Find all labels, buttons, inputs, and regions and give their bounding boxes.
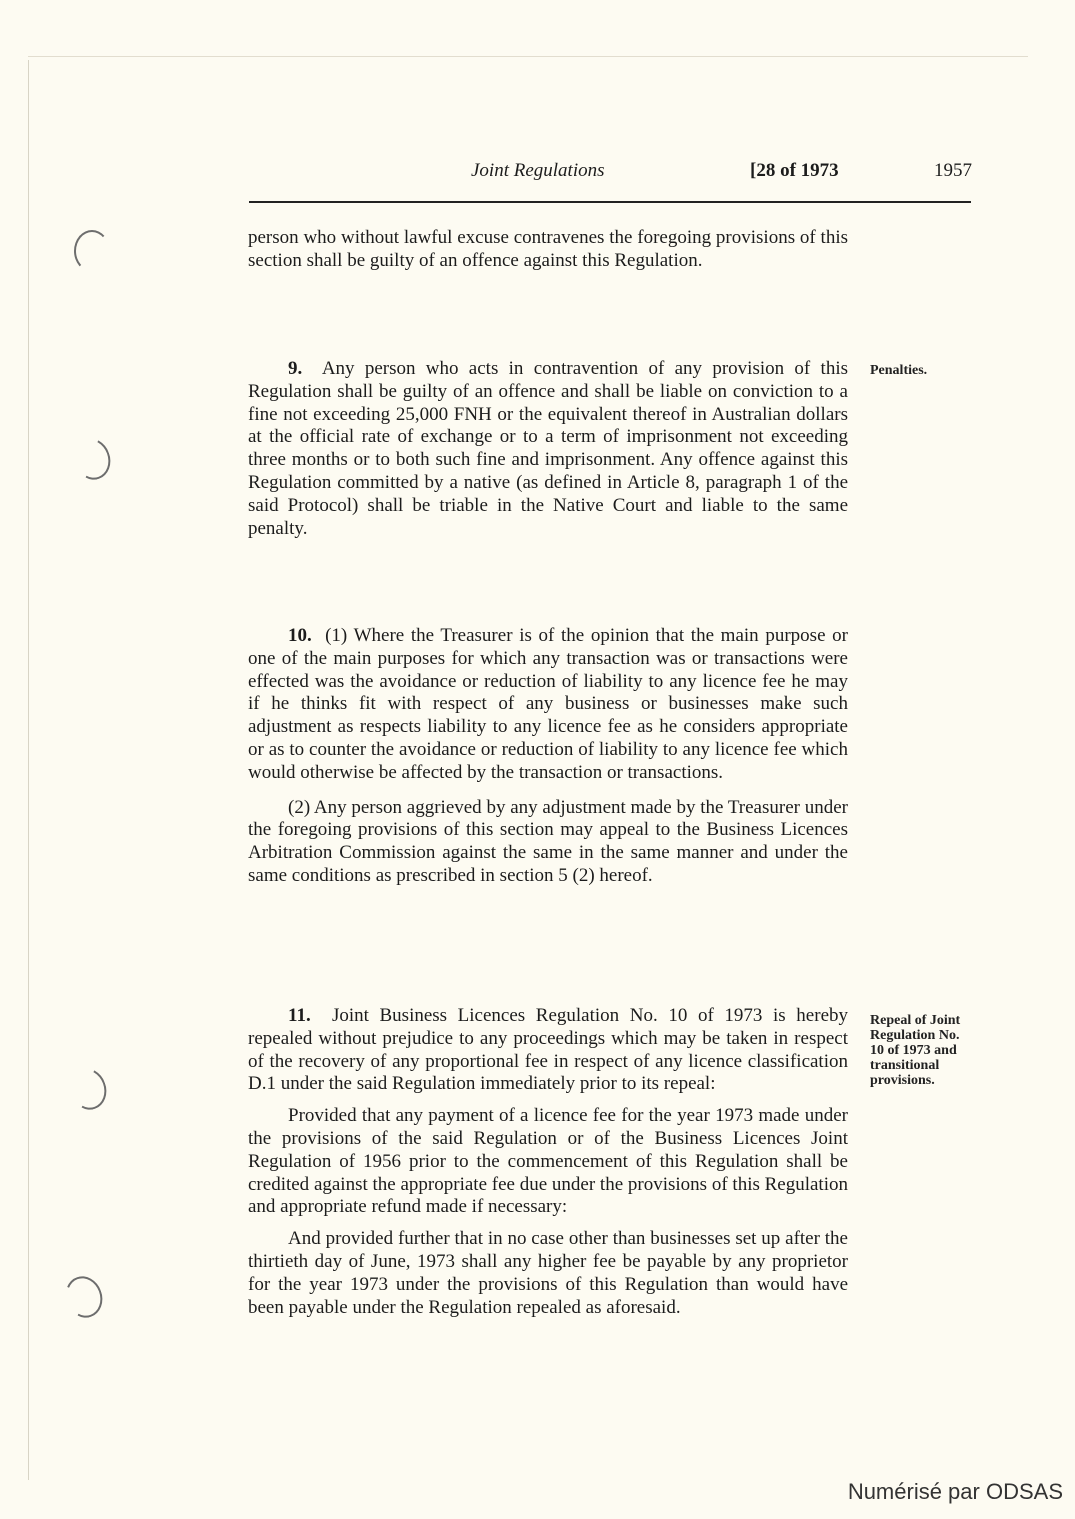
section-10 — [248, 625, 848, 888]
continuation-paragraph — [248, 227, 848, 273]
punch-hole-icon — [60, 1271, 108, 1323]
section-11-proviso-2: And provided further that in no case other than businesses set up after the thirtieth day of June, 1973 shall any higher fee be payable by any proprietor for the year 1973 under the provisions of this Regulation than would have been payable under the Regulation repealed as aforesaid. — [248, 1228, 848, 1318]
section-11-proviso-1: Provided that any payment of a licence fee for the year 1973 made under the provisions of the said Regulation or of the Business Licences Joint Regulation of 1956 prior to the commencement of this Regulation shall be credited against the appropriate fee due under the provisions of this Regulation and appropriate refund made if necessary: — [248, 1105, 848, 1218]
running-head-title: Joint Regulations — [471, 160, 605, 181]
section-9 — [248, 358, 848, 540]
margin-note-repeal: Repeal of Joint Regulation No. 10 of 1973 and transitional provisions. — [870, 1013, 961, 1088]
section-11 — [248, 1005, 848, 1319]
running-head — [248, 160, 972, 186]
punch-hole-icon — [68, 433, 116, 485]
section-9-paragraph — [248, 358, 848, 540]
section-11-paragraph — [248, 1005, 848, 1096]
running-head-reference: [28 of 1973 — [750, 160, 839, 181]
page-edge-left — [28, 60, 29, 1480]
punch-hole-icon — [64, 1063, 112, 1115]
page-edge-top — [28, 56, 1028, 57]
section-10-paragraph-1 — [248, 625, 848, 785]
digitization-credit: Numérisé par ODSAS — [847, 1479, 1063, 1504]
section-10-paragraph-2: (2) Any person aggrieved by any adjustment made by the Treasurer under the foregoing provisions of this section may appeal to the Business Licences Arbitration Commission against the same in the same manner and under the same conditions as prescribed in section 5 (2) hereof. — [248, 796, 848, 886]
section-10-para1-text: (1) Where the Treasurer is of the opinion that the main purpose or one of the main purposes for which any transaction was or transactions were effected was the avoidance or reduction of liability to any licence fee he may if he thinks fit with respect of any business or businesses make such adjustment as respects liability to any licence fee as he considers appropriate or as to counter the avoidance or reduction of liability to any licence fee which would otherwise be affected by the transaction or transactions. — [248, 625, 848, 783]
punch-hole-icon — [74, 230, 110, 272]
page-number: 1957 — [934, 160, 972, 181]
section-9-text: Any person who acts in contravention of any provision of this Regulation shall be guilty of an offence and shall be liable on conviction to a fine not exceeding 25,000 FNH or the equivalent thereof in Australian dollars at the official rate of exchange or to a term of imprisonment not exceeding three months or to both such fine and imprisonment. Any offence against this Regulation committed by a native (as defined in Article 8, paragraph 1 of the said Protocol) shall be triable in the Native Court and liable to the same penalty. — [248, 358, 849, 539]
continuation-text: person who without lawful excuse contravenes the foregoing provisions of this section shall be guilty of an offence against this Regulation. — [248, 227, 848, 271]
section-11-number: 11. — [288, 1005, 311, 1026]
margin-note-penalties: Penalties. — [870, 363, 928, 378]
section-10-number: 10. — [288, 625, 312, 646]
section-9-number: 9. — [288, 358, 303, 379]
section-11-text: Joint Business Licences Regulation No. 10 of 1973 is hereby repealed without prejudice to any proceedings which may be taken in respect of the recovery of any proportional fee in respect of any licence classification D.1 under the said Regulation immediately prior to its repeal: — [248, 1005, 849, 1095]
header-rule — [249, 201, 971, 203]
